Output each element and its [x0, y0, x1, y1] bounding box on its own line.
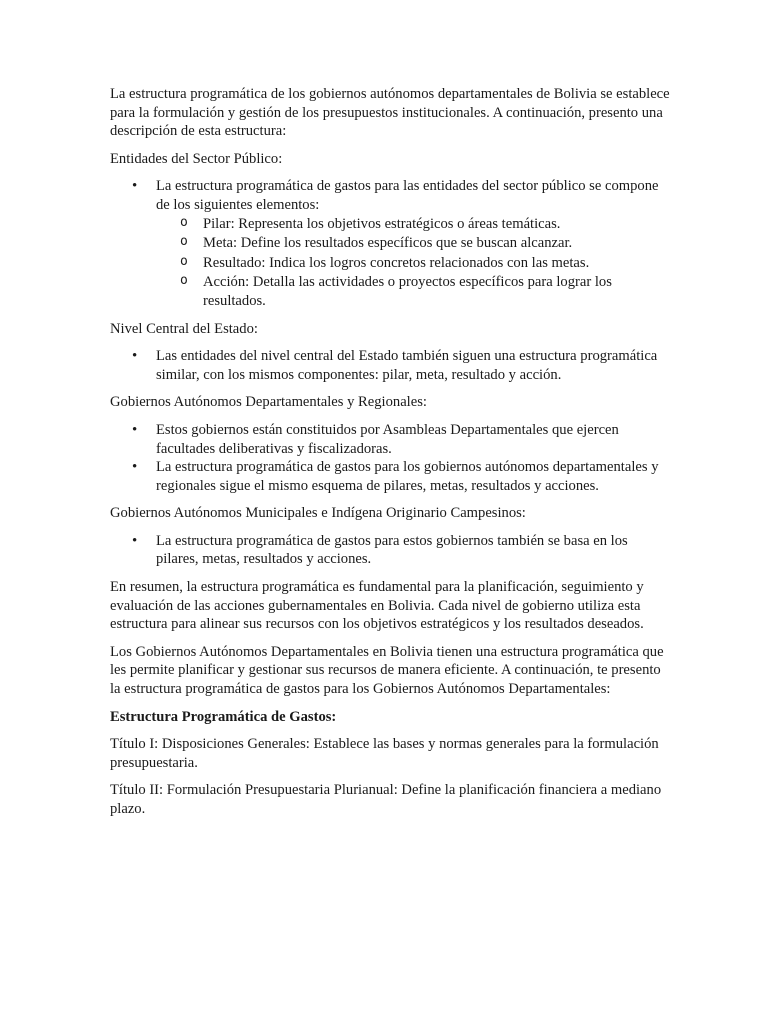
bullet-list-departamentales [110, 421, 670, 495]
sub-item-meta: o Meta: Define los resultados específicos que se buscan alcanzar. [156, 234, 670, 253]
bullet-list-sector-publico [110, 177, 670, 310]
list-item [110, 177, 670, 310]
list-item: • Las entidades del nivel central del Estado también siguen una estructura programática similar, con los mismos componentes: pilar, meta, resultado y acción. [110, 347, 670, 384]
list-item: • Estos gobiernos están constituidos por Asambleas Departamentales que ejercen facultades deliberativas y fiscalizadoras. [110, 421, 670, 458]
titulo-ii-paragraph: Título II: Formulación Presupuestaria Plurianual: Define la planificación financiera a mediano plazo. [110, 782, 662, 817]
bullet-text: La estructura programática de gastos para las entidades del sector público se compone de los siguientes elementos: [156, 178, 659, 213]
gastos-heading: Estructura Programática de Gastos: [110, 708, 337, 725]
intro-paragraph: La estructura programática de los gobiernos autónomos departamentales de Bolivia se establece para la formulación y gestión de los presupuestos institucionales. A continuación, presento una descripción de esta estructura: [110, 86, 670, 140]
heading-departamentales: Gobiernos Autónomos Departamentales y Regionales: [110, 394, 427, 411]
sub-list-elementos [156, 215, 670, 311]
heading-municipales: Gobiernos Autónomos Municipales e Indígena Originario Campesinos: [110, 505, 526, 522]
heading-sector-publico: Entidades del Sector Público: [110, 150, 283, 167]
sub-item-resultado: o Resultado: Indica los logros concretos relacionados con las metas. [156, 254, 670, 273]
document-body [110, 85, 670, 828]
sub-item-pilar: o Pilar: Representa los objetivos estratégicos o áreas temáticas. [156, 215, 670, 234]
list-item: • La estructura programática de gastos para los gobiernos autónomos departamentales y regionales sigue el mismo esquema de pilares, metas, resultados y acciones. [110, 458, 670, 495]
list-item: • La estructura programática de gastos para estos gobiernos también se basa en los pilares, metas, resultados y acciones. [110, 532, 670, 569]
heading-nivel-central: Nivel Central del Estado: [110, 320, 258, 337]
bullet-list-nivel-central [110, 347, 670, 384]
titulo-i-paragraph: Título I: Disposiciones Generales: Establece las bases y normas generales para la formulación presupuestaria. [110, 736, 659, 771]
second-intro-paragraph: Los Gobiernos Autónomos Departamentales en Bolivia tienen una estructura programática que les permite planificar y gestionar sus recursos de manera eficiente. A continuación, te presento la estructura programática de gastos para los Gobiernos Autónomos Departamentales: [110, 643, 664, 698]
summary-paragraph: En resumen, la estructura programática es fundamental para la planificación, seguimiento y evaluación de las acciones gubernamentales en Bolivia. Cada nivel de gobierno utiliza esta estructura para alinear sus recursos con los objetivos estratégicos y los resultados deseados. [110, 579, 644, 633]
sub-item-accion: o Acción: Detalla las actividades o proyectos específicos para lograr los resultados. [156, 273, 670, 310]
bullet-list-municipales [110, 532, 670, 569]
